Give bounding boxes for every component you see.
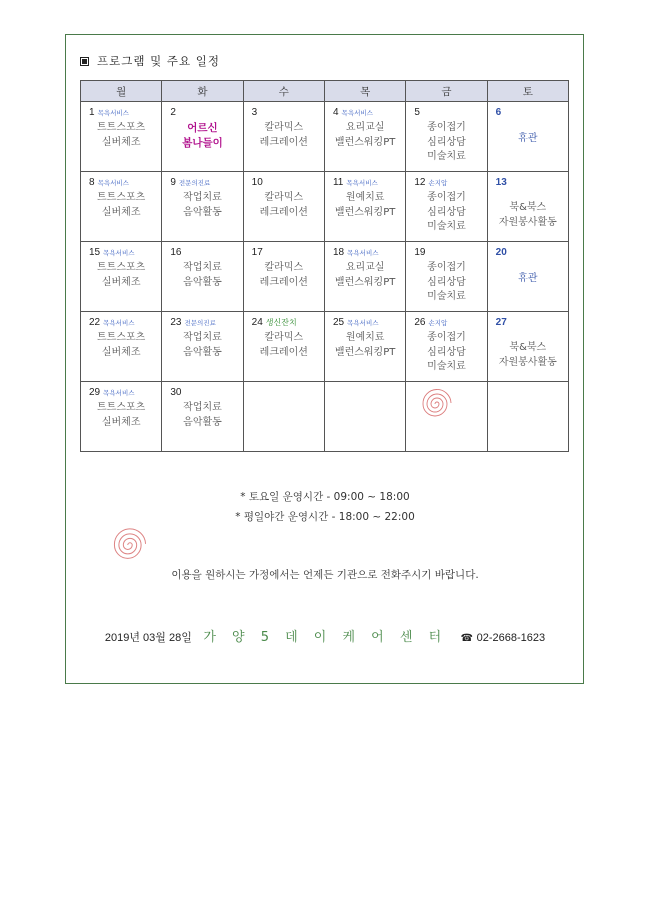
day-cell xyxy=(243,382,324,452)
service-tag: 목욕서비스 xyxy=(103,390,135,397)
activity-item: 칼라믹스 xyxy=(264,262,304,273)
service-tag: 목욕서비스 xyxy=(341,110,373,117)
activity-list xyxy=(488,341,568,370)
week-row xyxy=(81,242,569,312)
service-tag: 목욕서비스 xyxy=(103,320,135,327)
activity-item: 레크레이션 xyxy=(259,136,308,148)
activity-list xyxy=(244,261,324,290)
activity-item: 실버체조 xyxy=(101,416,141,428)
day-cell xyxy=(162,382,243,452)
activity-item: 미술치료 xyxy=(427,221,466,232)
day-cell xyxy=(81,102,162,172)
day-number-text: 4 xyxy=(332,107,339,118)
day-cell xyxy=(487,172,568,242)
activity-item: 실버체조 xyxy=(101,346,141,358)
activity-list xyxy=(244,331,324,360)
day-number xyxy=(252,247,263,258)
activity-list xyxy=(162,401,242,430)
activity-item: 레크레이션 xyxy=(259,276,308,288)
weekday-mon: 월 xyxy=(81,81,162,102)
day-number-text: 5 xyxy=(414,107,420,118)
day-cell xyxy=(406,242,487,312)
day-number xyxy=(170,247,181,258)
weekday-night-hours-note: * 평일야간 운영시간 - 18:00 ~ 22:00 xyxy=(235,511,415,523)
section-title: 프로그램 및 주요 일정 xyxy=(97,54,220,68)
activity-list xyxy=(81,401,161,430)
activity-item: 자원봉사활동 xyxy=(498,356,557,368)
day-cell xyxy=(487,242,568,312)
day-cell xyxy=(324,172,405,242)
telephone-icon: ☎ xyxy=(460,633,474,644)
activity-item: 밸런스워킹PT xyxy=(334,206,396,218)
activity-item: 음악활동 xyxy=(183,276,222,288)
activity-list xyxy=(81,331,161,360)
activity-item: 미술치료 xyxy=(427,361,466,372)
service-tag: 목욕서비스 xyxy=(346,180,378,187)
activity-item: 트트스포츠 xyxy=(97,262,146,273)
activity-item: 음악활동 xyxy=(183,206,222,218)
activity-item: 트트스포츠 xyxy=(97,332,146,343)
activity-item: 작업치료 xyxy=(183,192,222,203)
day-number xyxy=(170,107,176,118)
service-tag: 목욕서비스 xyxy=(97,180,129,187)
activity-list xyxy=(162,121,242,150)
activity-item: 봄나들이 xyxy=(182,136,223,149)
activity-list xyxy=(488,272,568,287)
footer-date: 2019년 03월 28일 xyxy=(104,632,192,644)
activity-list xyxy=(488,201,568,230)
activity-item: 휴관 xyxy=(518,273,538,284)
day-cell xyxy=(487,102,568,172)
day-number-text: 9 xyxy=(170,177,176,188)
day-number-text: 6 xyxy=(495,107,502,118)
activity-item: 실버체조 xyxy=(101,276,141,288)
activity-item: 밸런스워킹PT xyxy=(334,136,396,148)
day-number-text: 26 xyxy=(414,317,426,328)
weekday-wed: 수 xyxy=(243,81,324,102)
day-number-text: 24 xyxy=(251,317,263,328)
day-cell xyxy=(162,172,243,242)
activity-list xyxy=(81,121,161,150)
contact-note: 이용을 원하시는 가정에서는 언제든 기관으로 전화주시기 바랍니다. xyxy=(171,569,479,581)
activity-list xyxy=(406,191,486,235)
day-number-text: 27 xyxy=(495,317,507,328)
day-number-text: 15 xyxy=(89,247,101,258)
day-cell xyxy=(324,242,405,312)
day-number xyxy=(89,107,129,118)
day-cell xyxy=(243,242,324,312)
activity-item: 밸런스워킹PT xyxy=(334,346,396,358)
weekday-sat: 토 xyxy=(487,81,568,102)
week-row xyxy=(81,382,569,452)
service-tag: 전문의진료 xyxy=(178,180,211,187)
day-number xyxy=(89,317,135,328)
day-number-text: 29 xyxy=(89,387,101,398)
activity-list xyxy=(244,191,324,220)
rose-stamp-icon xyxy=(110,525,150,565)
activity-item: 요리교실 xyxy=(345,122,385,133)
day-number-text: 2 xyxy=(170,107,176,118)
day-number-text: 16 xyxy=(170,247,182,258)
activity-list xyxy=(162,261,242,290)
day-number xyxy=(333,177,378,188)
day-cell xyxy=(81,312,162,382)
activity-item: 작업치료 xyxy=(183,262,222,273)
activity-item: 작업치료 xyxy=(183,332,222,343)
activity-item: 음악활동 xyxy=(183,346,222,358)
day-number-text: 11 xyxy=(332,177,344,188)
day-number-text: 22 xyxy=(89,317,101,328)
phone-number: 02-2668-1623 xyxy=(476,632,546,644)
activity-item: 트트스포츠 xyxy=(97,192,146,203)
day-number-text: 25 xyxy=(332,317,345,328)
schedule-calendar xyxy=(80,80,569,452)
day-number-text: 23 xyxy=(170,317,182,328)
activity-item: 칼라믹스 xyxy=(264,192,304,203)
day-number-text: 8 xyxy=(89,177,95,188)
activity-item: 작업치료 xyxy=(183,402,222,413)
black-square-icon xyxy=(80,57,89,66)
activity-item: 칼라믹스 xyxy=(264,332,304,343)
day-number xyxy=(414,177,447,188)
day-cell xyxy=(81,382,162,452)
day-number-text: 30 xyxy=(170,387,182,398)
service-tag: 목욕서비스 xyxy=(347,250,379,257)
day-cell xyxy=(162,312,243,382)
service-tag: 목욕서비스 xyxy=(103,250,135,257)
activity-list xyxy=(488,132,568,147)
day-cell xyxy=(81,172,162,242)
day-cell xyxy=(487,312,568,382)
activity-item: 실버체조 xyxy=(101,206,141,218)
activity-item: 실버체조 xyxy=(101,136,141,148)
weekday-tue: 화 xyxy=(162,81,243,102)
day-number xyxy=(252,317,297,328)
day-number xyxy=(414,247,425,258)
activity-item: 어르신 xyxy=(187,122,218,134)
day-number-text: 17 xyxy=(251,247,263,258)
activity-item: 종이접기 xyxy=(427,262,466,273)
activity-list xyxy=(162,331,242,360)
day-number xyxy=(333,247,379,258)
activity-item: 종이접기 xyxy=(427,192,466,203)
activity-list xyxy=(325,121,405,150)
weekday-thu: 목 xyxy=(324,81,405,102)
activity-item: 요리교실 xyxy=(345,262,385,273)
activity-item: 심리상담 xyxy=(427,206,466,218)
day-cell xyxy=(324,382,405,452)
day-cell xyxy=(406,102,487,172)
service-tag: 목욕서비스 xyxy=(347,320,379,327)
day-number-text: 3 xyxy=(251,107,258,118)
activity-item: 미술치료 xyxy=(427,291,466,302)
service-tag: 전문의진료 xyxy=(184,320,216,327)
day-number-text: 18 xyxy=(332,247,345,258)
day-number-text: 13 xyxy=(495,177,507,188)
service-tag: 손지압 xyxy=(428,180,448,187)
day-number xyxy=(89,247,135,258)
activity-list xyxy=(406,261,486,305)
activity-item: 레크레이션 xyxy=(259,206,308,218)
day-cell xyxy=(162,242,243,312)
day-cell xyxy=(243,172,324,242)
day-cell xyxy=(162,102,243,172)
service-tag: 생신잔치 xyxy=(265,318,297,327)
day-number xyxy=(252,107,258,118)
service-tag: 손지압 xyxy=(428,320,448,327)
activity-item: 음악활동 xyxy=(183,416,222,428)
week-row xyxy=(81,102,569,172)
service-tag: 목욕서비스 xyxy=(97,110,129,117)
activity-item: 종이접기 xyxy=(427,122,466,133)
day-number xyxy=(496,247,507,258)
activity-item: 레크레이션 xyxy=(259,346,308,358)
activity-item: 원예치료 xyxy=(345,332,385,343)
day-number xyxy=(170,317,216,328)
footer xyxy=(0,626,650,645)
day-number xyxy=(414,107,420,118)
activity-item: 휴관 xyxy=(518,133,538,144)
day-number xyxy=(414,317,447,328)
day-cell xyxy=(487,382,568,452)
day-cell xyxy=(324,102,405,172)
day-number-text: 12 xyxy=(414,177,426,188)
activity-item: 밸런스워킹PT xyxy=(334,276,396,288)
day-number xyxy=(252,177,263,188)
day-number xyxy=(89,387,135,398)
day-cell xyxy=(406,172,487,242)
day-number xyxy=(496,177,507,188)
day-number-text: 10 xyxy=(251,177,263,188)
activity-list xyxy=(406,331,486,375)
day-cell xyxy=(243,312,324,382)
rose-stamp-icon xyxy=(419,386,455,422)
activity-list xyxy=(325,261,405,290)
day-cell xyxy=(324,312,405,382)
activity-list xyxy=(81,191,161,220)
day-number-text: 1 xyxy=(89,107,95,118)
activity-item: 미술치료 xyxy=(427,151,466,162)
activity-item: 심리상담 xyxy=(427,136,466,148)
day-number-text: 20 xyxy=(495,247,507,258)
activity-item: 트트스포츠 xyxy=(97,402,146,413)
activity-item: 심리상담 xyxy=(427,346,466,358)
day-number xyxy=(170,387,181,398)
week-row xyxy=(81,312,569,382)
weekday-header-row xyxy=(81,81,569,102)
activity-item: 원예치료 xyxy=(345,192,385,203)
activity-list xyxy=(244,121,324,150)
day-number xyxy=(496,317,507,328)
activity-item: 심리상담 xyxy=(427,276,466,288)
activity-list xyxy=(162,191,242,220)
activity-list xyxy=(406,121,486,165)
day-number xyxy=(333,107,373,118)
day-number xyxy=(496,107,502,118)
activity-list xyxy=(325,331,405,360)
activity-item: 종이접기 xyxy=(427,332,466,343)
day-cell xyxy=(406,312,487,382)
week-row xyxy=(81,172,569,242)
section-header xyxy=(80,53,220,69)
day-number xyxy=(333,317,379,328)
day-number xyxy=(89,177,129,188)
activity-item: 북&북스 xyxy=(509,342,547,353)
day-number xyxy=(170,177,210,188)
saturday-hours-note: * 토요일 운영시간 - 09:00 ~ 18:00 xyxy=(240,491,410,503)
activity-item: 자원봉사활동 xyxy=(498,216,557,228)
day-cell xyxy=(243,102,324,172)
activity-list xyxy=(81,261,161,290)
day-cell xyxy=(81,242,162,312)
activity-item: 칼라믹스 xyxy=(264,122,304,133)
org-name: 가 양 5 데 이 케 어 센 터 xyxy=(203,630,448,645)
activity-item: 북&북스 xyxy=(509,202,547,213)
activity-list xyxy=(325,191,405,220)
day-number-text: 19 xyxy=(414,247,426,258)
activity-item: 트트스포츠 xyxy=(97,122,146,133)
weekday-fri: 금 xyxy=(406,81,487,102)
